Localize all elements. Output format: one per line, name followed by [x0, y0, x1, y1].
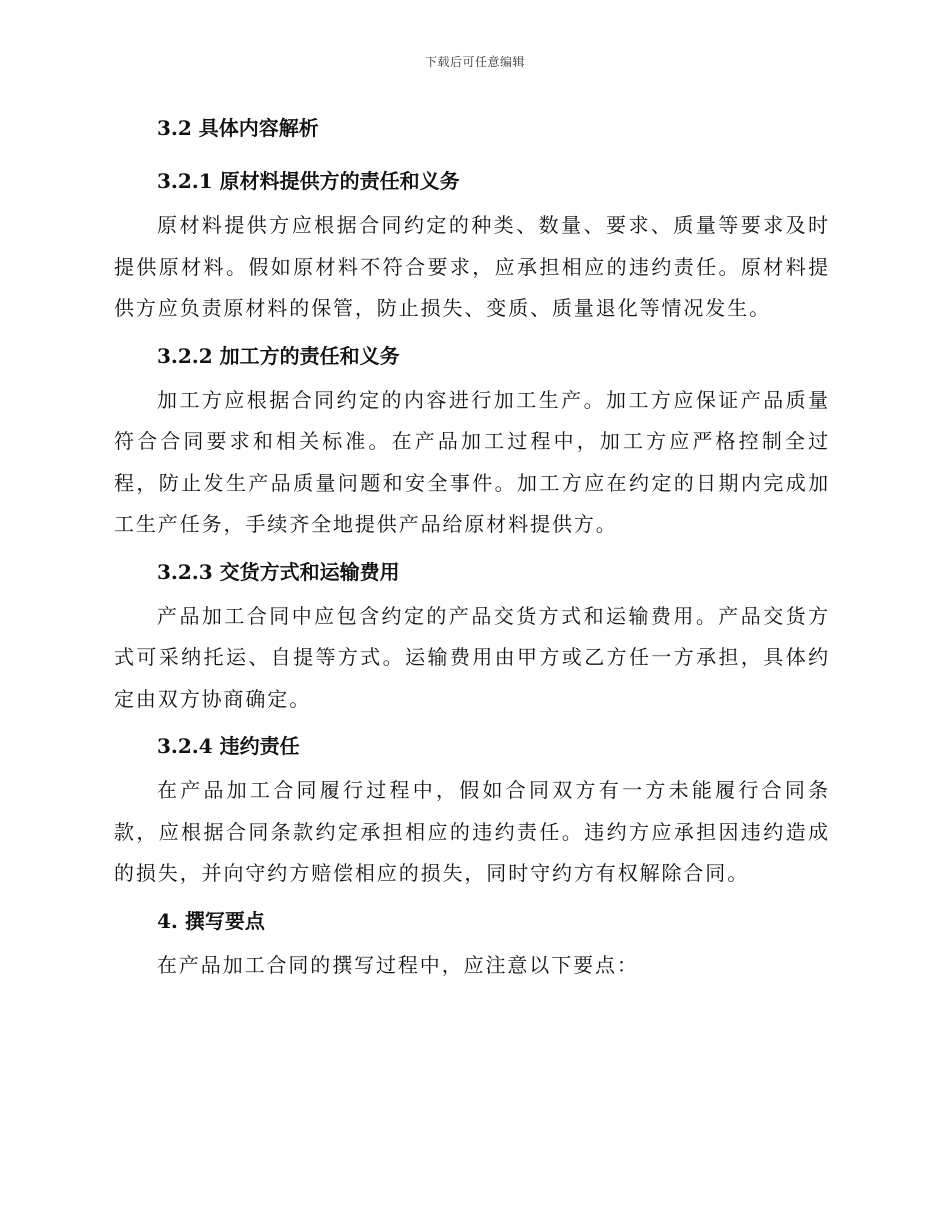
section-3-2-3-body: 产品加工合同中应包含约定的产品交货方式和运输费用。产品交货方式可采纳托运、自提等方式。运输费用由甲方或乙方任一方承担，具体约定由双方协商确定。 — [114, 603, 830, 711]
section-3-2-1-body: 原材料提供方应根据合同约定的种类、数量、要求、质量等要求及时提供原材料。假如原材料不符合要求，应承担相应的违约责任。原材料提供方应负责原材料的保管，防止损失、变质、质量退化等情况发生。 — [114, 213, 830, 320]
section-3-2-1-title: 3.2.1 原材料提供方的责任和义务 — [157, 169, 460, 193]
section-4-title: 4. 撰写要点 — [157, 908, 265, 933]
section-3-2-4-title: 3.2.4 违约责任 — [157, 734, 300, 758]
header-note: 下载后可任意编辑 — [424, 55, 525, 69]
section-3-2-3-title: 3.2.3 交货方式和运输费用 — [157, 559, 400, 584]
section-3-2-title: 3.2 具体内容解析 — [157, 116, 319, 140]
section-3-2-2-body: 加工方应根据合同约定的内容进行加工生产。加工方应保证产品质量符合合同要求和相关标准。在产品加工过程中，加工方应严格控制全过程，防止发生产品质量问题和安全事件。加工方应在约定的日期内完成加工生产任务，手续齐全地提供产品给原材料提供方。 — [114, 387, 830, 536]
section-3-2-2-title: 3.2.2 加工方的责任和义务 — [157, 343, 400, 368]
section-4-body: 在产品加工合同的撰写过程中，应注意以下要点： — [157, 952, 639, 977]
section-3-2-4-body: 在产品加工合同履行过程中，假如合同双方有一方未能履行合同条款，应根据合同条款约定承担相应的违约责任。违约方应承担因违约造成的损失，并向守约方赔偿相应的损失，同时守约方有权解除合同。 — [114, 778, 830, 885]
document-body — [114, 109, 830, 986]
